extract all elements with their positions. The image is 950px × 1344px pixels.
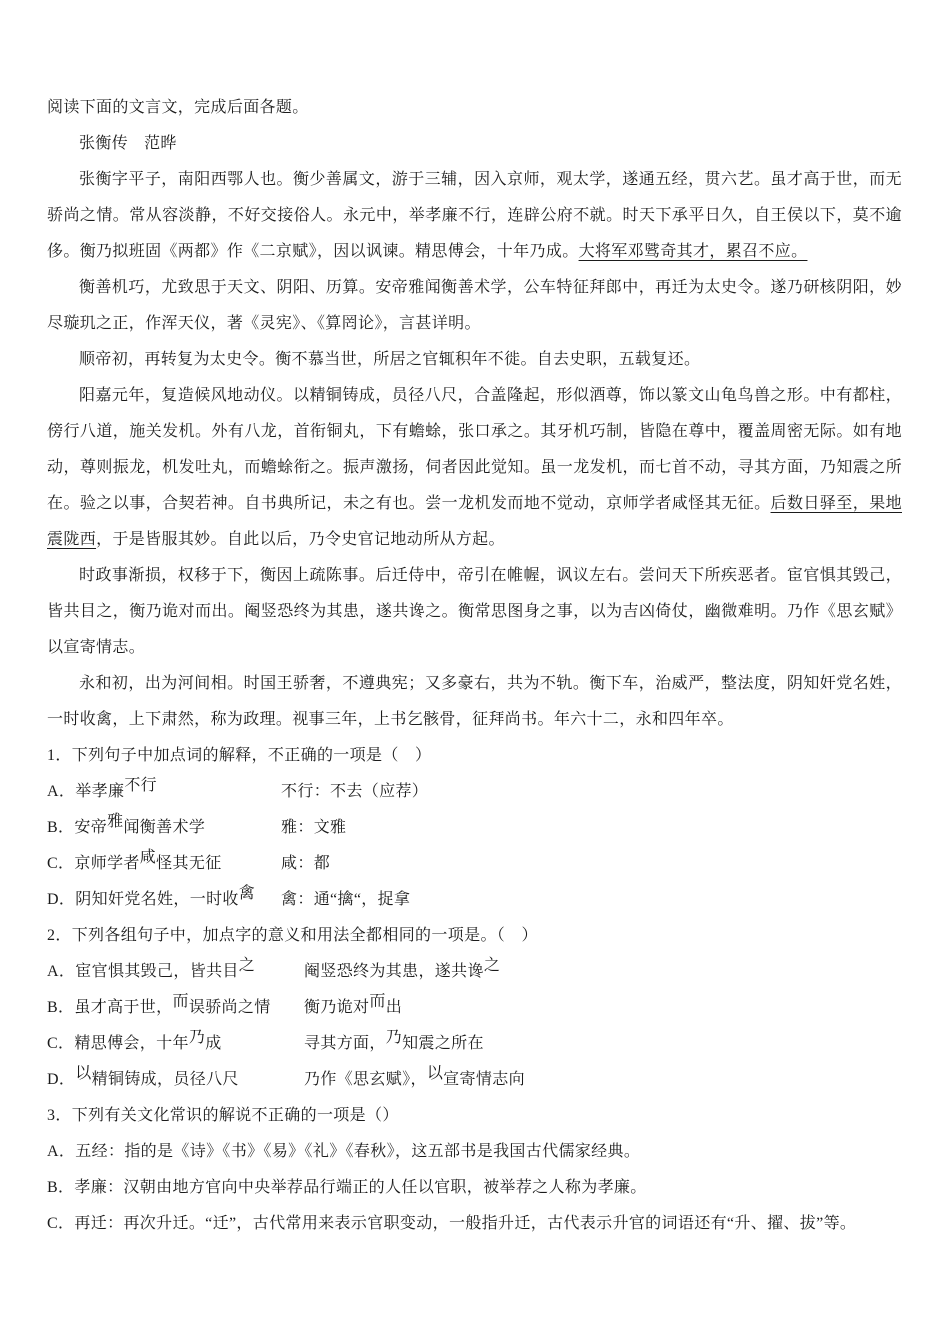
passage-paragraph-2 — [47, 270, 902, 342]
text-run: ，于是皆服其妙。自此以后，乃令史官记地动所从方起。 — [96, 531, 505, 548]
emphasized-char: 之 — [483, 957, 501, 974]
option-phrase — [75, 885, 255, 908]
option-phrase — [75, 1065, 239, 1088]
text-run: 孝廉：汉朝由地方官向中央举荐品行端正的人任以官职，被举荐之人称为孝廉。 — [74, 1179, 647, 1196]
text-run: 京师学者 — [74, 855, 140, 872]
question-1-option-a — [47, 774, 902, 810]
emphasized-char: 乃 — [385, 1029, 403, 1046]
question-1-stem: 1．下列句子中加点词的解释，不正确的一项是（ ） — [47, 747, 432, 764]
passage-paragraph-1 — [47, 162, 902, 270]
option-label: B． — [47, 999, 75, 1016]
option-phrase — [75, 957, 255, 980]
passage-paragraph-4 — [47, 378, 902, 558]
option-gloss — [304, 990, 902, 1026]
option-phrase — [74, 813, 205, 836]
emphasized-char: 而 — [172, 993, 189, 1010]
option-phrase — [74, 1029, 221, 1052]
option-text — [74, 1179, 646, 1196]
passage-title: 张衡传 — [79, 135, 129, 152]
text-run: 安帝 — [74, 819, 108, 836]
option-label: B． — [47, 1179, 75, 1196]
text-run: 知震之所在 — [402, 1035, 484, 1052]
emphasized-char: 而 — [369, 993, 386, 1010]
option-gloss — [304, 1026, 902, 1062]
option-phrase — [74, 849, 221, 872]
text-run: 寻其方面， — [304, 1035, 386, 1052]
text-run: 精铜铸成，员径八尺 — [91, 1071, 239, 1088]
option-gloss — [304, 954, 902, 990]
option-label: C． — [47, 855, 75, 872]
question-1-option-d — [47, 882, 902, 918]
question-2-option-b — [47, 990, 902, 1026]
option-label: A． — [47, 963, 76, 980]
text-run: 五经：指的是《诗》《书》《易》《礼》《春秋》，这五部书是我国古代儒家经典。 — [75, 1143, 641, 1160]
text-run: 禽：通“擒“，捉拿 — [281, 891, 411, 908]
text-run: 阳嘉元年，复造候风地动仪。以精铜铸成，员径八尺，合盖隆起，形似酒尊，饰以篆文山龟鸟兽之形。中有都柱，傍行八道，施关发机。外有八龙，首衔铜丸，下有蟾蜍，张口承之。其牙机巧制，皆隐在尊中，覆盖周密无际。如有地动，尊则振龙，机发吐丸，而蟾蜍衔之。振声激扬，伺者因此觉知。虽一龙发机，而七首不动，寻其方面，乃知震之所在。验之以事，合契若神。自书典所记，未之有也。尝一龙机发而地不觉动，京师学者咸怪其无征。 — [47, 387, 902, 512]
option-label: A． — [47, 783, 76, 800]
option-label: B． — [47, 819, 75, 836]
text-run: 永和初，出为河间相。时国王骄奢，不遵典宪；又多豪右，共为不轨。衡下车，治威严，整法度，阴知奸党名姓，一时收禽，上下肃然，称为政理。视事三年，上书乞骸骨，征拜尚书。年六十二，永和四年卒。 — [47, 675, 902, 728]
option-gloss — [281, 810, 902, 846]
text-run: 阉竖恐终为其患，遂共谗 — [304, 963, 484, 980]
text-run: 宣寄情志向 — [443, 1071, 525, 1088]
emphasized-char: 雅 — [107, 813, 124, 830]
underlined-text: 大将军邓骘奇其才，累召不应。 — [578, 243, 808, 260]
text-run: 衡善机巧，尤致思于天文、阴阳、历算。安帝雅闻衡善术学，公车特征拜郎中，再迁为太史令。遂乃研核阴阳，妙尽璇玑之正，作浑天仪，著《灵宪》、《算罔论》，言甚详明。 — [47, 279, 902, 332]
question-2-option-c — [47, 1026, 902, 1062]
text-run: 雅：文雅 — [281, 819, 347, 836]
text-run: 顺帝初，再转复为太史令。衡不慕当世，所居之官辄积年不徙。自去史职，五载复还。 — [79, 351, 701, 368]
option-label: C． — [47, 1215, 75, 1232]
emphasized-char: 以 — [75, 1065, 92, 1082]
option-label: A． — [47, 1143, 76, 1160]
option-gloss — [304, 1062, 902, 1098]
option-text — [74, 1215, 856, 1232]
text-run: 时政事渐损，权移于下，衡因上疏陈事。后迁侍中，帝引在帷幄，讽议左右。尝问天下所疾恶者。宦官惧其毁己，皆共目之，衡乃诡对而出。阉竖恐终为其患，遂共谗之。衡常思图身之事，以为吉凶倚仗，幽微难明。乃作《思玄赋》以宣寄情志。 — [47, 567, 902, 656]
text-run: 成 — [205, 1035, 222, 1052]
question-3-option-a — [47, 1134, 902, 1170]
text-run: 阴知奸党名姓，一时收 — [75, 891, 239, 908]
text-run: 衡乃诡对 — [304, 999, 370, 1016]
emphasized-char: 咸 — [139, 849, 157, 866]
option-gloss — [281, 882, 902, 918]
text-run: 张衡字平子，南阳西鄂人也。衡少善属文，游于三辅，因入京师，观太学，遂通五经，贯六艺。虽才高于世，而无骄尚之情。常从容淡静，不好交接俗人。永元中，举孝廉不行，连辟公府不就。时天下承平日久，自王侯以下，莫不逾侈。衡乃拟班固《两都》作《二京赋》，因以讽谏。精思傅会，十年乃成。 — [47, 171, 902, 260]
option-phrase — [75, 777, 157, 800]
text-run: 咸：都 — [281, 855, 331, 872]
question-3-option-b — [47, 1170, 902, 1206]
emphasized-char: 以 — [426, 1065, 444, 1082]
text-run: 闻衡善术学 — [123, 819, 206, 836]
text-run: 怪其无征 — [156, 855, 222, 872]
question-1-option-b — [47, 810, 902, 846]
option-gloss — [281, 846, 902, 882]
text-run: 举孝廉 — [75, 783, 125, 800]
option-label: D． — [47, 891, 76, 908]
text-run: 不行：不去（应荐） — [281, 783, 429, 800]
question-2-option-d — [47, 1062, 902, 1098]
text-run: 虽才高于世， — [74, 999, 173, 1016]
passage-title-line — [47, 126, 902, 162]
text-run: 宦官惧其毁己，皆共目 — [75, 963, 239, 980]
passage-author: 范晔 — [144, 135, 177, 152]
text-run: 出 — [385, 999, 403, 1016]
option-label: D． — [47, 1071, 76, 1088]
option-gloss — [281, 774, 902, 810]
option-label: C． — [47, 1035, 75, 1052]
text-run: 精思傅会，十年 — [74, 1035, 189, 1052]
underlined-text: 后数日驿至，果地震陇西 — [47, 495, 902, 548]
question-2-stem: 2．下列各组句子中，加点字的意义和用法全都相同的一项是。（ ） — [47, 927, 538, 944]
passage-instruction: 阅读下面的文言文，完成后面各题。 — [47, 99, 309, 116]
question-3-stem: 3．下列有关文化常识的解说不正确的一项是（） — [47, 1107, 399, 1124]
text-run: 乃作《思玄赋》， — [304, 1071, 427, 1088]
question-3-option-c — [47, 1206, 902, 1242]
passage-paragraph-6 — [47, 666, 902, 738]
option-text — [75, 1143, 640, 1160]
emphasized-char: 不行 — [124, 777, 158, 794]
option-phrase — [74, 993, 270, 1016]
emphasized-char: 禽 — [238, 885, 256, 902]
text-run: 再迁：再次升迁。“迁”，古代常用来表示官职变动，一般指升迁，古代表示升官的词语还有“升、擢、拔”等。 — [74, 1215, 857, 1232]
text-run: 误骄尚之情 — [188, 999, 271, 1016]
emphasized-char: 之 — [238, 957, 256, 974]
passage-paragraph-3 — [47, 342, 902, 378]
emphasized-char: 乃 — [188, 1029, 206, 1046]
question-1-option-c — [47, 846, 902, 882]
question-2-option-a — [47, 954, 902, 990]
passage-paragraph-5 — [47, 558, 902, 666]
